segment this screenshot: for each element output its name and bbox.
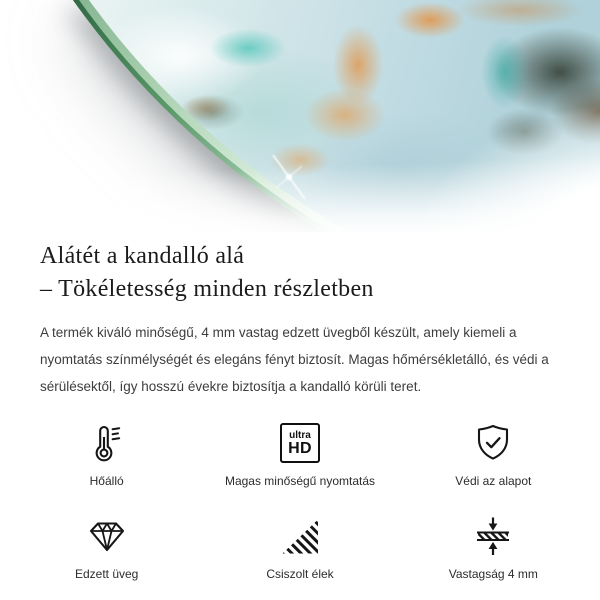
content-block <box>0 240 600 400</box>
feature-hd-print <box>203 420 396 488</box>
feature-label: Csiszolt élek <box>266 567 334 581</box>
feature-label: Védi az alapot <box>455 474 532 488</box>
shield-check-icon <box>471 420 515 466</box>
page-title <box>40 240 560 306</box>
feature-thickness <box>397 513 590 581</box>
glass-mat-image <box>0 0 600 232</box>
ultra-hd-icon <box>280 420 320 466</box>
feature-tempered-glass <box>10 513 203 581</box>
product-photo <box>0 0 600 232</box>
feature-label: Hőálló <box>89 474 124 488</box>
thickness-icon <box>471 513 515 559</box>
diamond-icon <box>85 513 129 559</box>
polished-edges-icon <box>278 513 322 559</box>
feature-polished-edges <box>203 513 396 581</box>
feature-label: Edzett üveg <box>74 567 139 581</box>
ultra-hd-text-bottom: HD <box>288 439 312 457</box>
title-line-2: – Tökéletesség minden részletben <box>40 276 374 302</box>
feature-label: Vastagság 4 mm <box>448 567 538 581</box>
marble-print-surface <box>0 0 600 232</box>
feature-grid <box>0 420 600 581</box>
title-line-1: Alátét a kandalló alá <box>40 243 245 269</box>
feature-heat-resistant <box>10 420 203 488</box>
product-description: A termék kiváló minőségű, 4 mm vastag edzett üvegből készült, amely kiemeli a nyomtatás színmélységét és elegáns fényt biztosít. Magas hőmérsékletálló, és védi a sérülésektől, így hosszú évekre biztosítja a kandalló körüli teret. <box>40 325 549 394</box>
feature-label: Magas minőségű nyomtatás <box>224 474 376 488</box>
feature-protects-base <box>397 420 590 488</box>
thermometer-icon <box>85 420 129 466</box>
ultra-hd-text-top: ultra <box>289 429 311 441</box>
